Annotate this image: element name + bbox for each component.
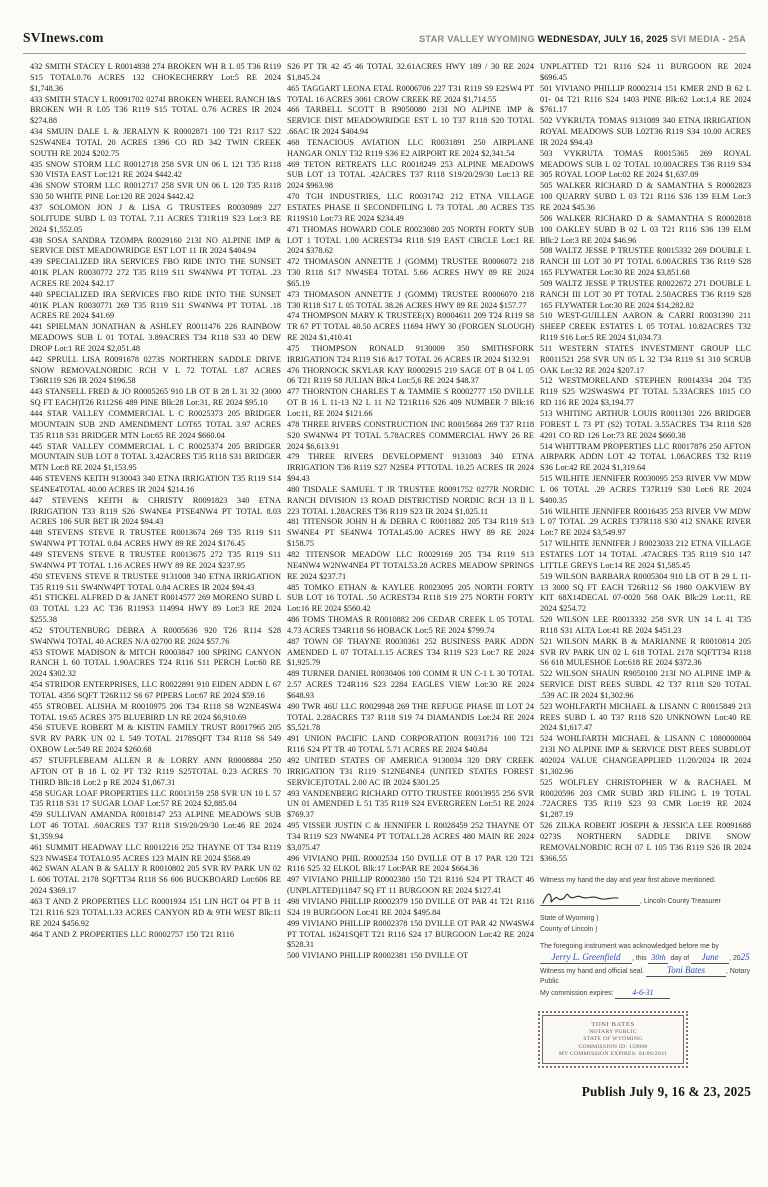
tax-notice-entry: 487 TOWN OF THAYNE R0030361 252 BUSINESS PARK ADDN AMENDED L 07 TOTAL1.15 ACRES T34 R119 S23 Lot:7 RE 2024 $1,925.79	[287, 636, 534, 668]
tax-notice-entry: 442 SPRULL LISA R0091678 0273S NORTHERN SADDLE DRIVE SNOW REMOVALNORDIC RCH V L 72 TOTAL 1.87 ACRES T36R119 S26 IR 2024 $196.58	[30, 354, 281, 386]
tax-notice-entry: 503 VYKRUTA TOMAS R0015365 269 ROYAL MEADOWS SUB L 02 TOTAL 10.00ACRES T36 R119 S34 305 ROYAL LOOP Lot:02 RE 2024 $1,637.09	[540, 148, 751, 180]
tax-notice-entry: 491 UNION PACIFIC LAND CORPORATION R0031716 100 T21 R116 S24 PT TR 40 TOTAL 5.71 ACRES RE 2024 $40.84	[287, 734, 534, 755]
header-date: WEDNESDAY, JULY 16, 2025	[537, 34, 668, 44]
year-printed: , 20	[729, 955, 741, 963]
tax-notice-entry: 445 STAR VALLEY COMMERCIAL L C R0025374 205 BRIDGER MOUNTAIN SUB LOT 8 TOTAL 3.42ACRES T35 R118 S31 BRIDGER MTN Lot:8 RE 2024 $1,153.95	[30, 441, 281, 473]
tax-notice-entry: 497 VIVIANO PHILLIP R0002380 150 T21 R116 S24 PT TRACT 46 (UNPLATTED)11847 SQ FT 11 BURGOON RE 2024 $127.41	[287, 875, 534, 896]
stamp-title: NOTARY PUBLIC	[589, 1028, 637, 1035]
witness-sentence: Witness my hand the day and year first above mentioned.	[540, 877, 716, 885]
treasurer-signature-line	[540, 889, 640, 906]
tax-notice-entry: 480 TISDALE SAMUEL T JR TRUSTEE R0091752 0277R NORDIC RANCH DIVISION 13 ROAD DISTRICTISD NORDIC RCH 13 II L 223 TOTAL 1.28ACRES T36 R119 S23 IR 2024 $1,025.11	[287, 484, 534, 516]
tax-notice-entry: 482 TITENSOR MEADOW LLC R0029169 205 T34 R119 S13 NE4NW4 W2NW4NE4 PT TOTAL53.28 ACRES MEADOW SPRINGS RE 2024 $237.71	[287, 549, 534, 581]
tax-notice-entry: 513 WHITING ARTHUR LOUIS R0011301 226 BRIDGER FOREST L 73 PT (S2) TOTAL 3.55ACRES T34 R118 S28 4201 CO RD 126 Lot:73 RE 2024 $660.38	[540, 409, 751, 440]
tax-notice-entry: 499 VIVIANO PHILLIP R0002378 150 DVILLE OT PAR 42 NW4SW4 PT TOTAL 16241SQFT T21 R116 S24 17 BURGOON Lot:42 RE 2024 $528.31	[287, 918, 534, 950]
venue-block	[540, 914, 751, 934]
seal-sentence: Witness my hand and official seal.	[540, 968, 645, 976]
tax-notice-entry: 451 STICKEL ALFRED D & JANET R0014577 269 MORENO SUBD L 03 TOTAL 1.23 AC T36 R119S3 114994 HWY 89 Lot:3 RE 2024 $255.38	[30, 593, 281, 625]
tax-notice-entry: 522 WILSON SHAUN R9050100 213I NO ALPINE IMP & SERVICE DIST REES SUBDL 42 T37 R118 S20 TOTAL .539 AC IR 2024 $1,302.96	[540, 669, 751, 700]
acknowledged-name-handwriting: Jerry L. Greenfield	[540, 953, 632, 964]
tax-notice-entry: 432 SMITH STACEY L R0014838 274 BROKEN WH R L 05 T36 R119 S15 TOTAL0.76 ACRES 132 CHOKECHERRY Lot:5 RE 2024 $1,748.36	[30, 62, 281, 93]
notary-public-label: , Notary Public	[540, 968, 751, 986]
tax-notice-entry: 440 SPECIALIZED IRA SERVICES FBO RIDE INTO THE SUNSET 401K PLAN R0030771 269 T35 R119 S11 SW4NW4 PT TOTAL .18 ACRES RE 2024 $41.69	[30, 289, 281, 321]
tax-notice-entry: 459 SULLIVAN AMANDA R0018147 253 ALPINE MEADOWS SUB LOT 46 TOTAL .60ACRES T37 R118 S19/20/29/30 Lot:46 RE 2024 $1,359.94	[30, 810, 281, 841]
expires-handwriting: 4-6-31	[615, 988, 670, 999]
tax-notice-entry: 475 THOMPSON RONALD 9130009 350 SMITHSFORK IRRIGATION T24 R119 S16 &17 TOTAL 26 ACRES IR 2024 $132.91	[287, 343, 534, 364]
tax-notice-entry: 447 STEVENS KEITH & CHRISTY R0091823 340 ETNA IRRIGATION T33 R119 S26 SW4NE4 PTSE4NW4 PT TOTAL 8.03 ACRES 106 SUR BET IR 2024 $94.43	[30, 495, 281, 527]
notice-column-1	[30, 62, 281, 1100]
legal-notice-columns	[30, 62, 751, 1100]
tax-notice-entry: 466 TARBELL SCOTT B R9050080 213I NO ALPINE IMP & SERVICE DIST MEADOWRIDGE EST L 10 T37 R118 S20 TOTAL .66AC IR 2024 $404.94	[287, 105, 534, 137]
tax-notice-entry: 512 WESTMORELAND STEPHEN R0014334 204 T35 R119 S25 W2SW4SW4 PT TOTAL 5.33ACRES 1015 CO RD 116 RE 2024 $3,194.77	[540, 376, 751, 408]
expires-row	[540, 988, 751, 999]
notice-column-3-entries	[540, 62, 751, 864]
tax-notice-entry: 515 WILHITE JENNIFER R0030095 253 RIVER VW MDW L 06 TOTAL .29 ACRES T37R119 S30 Lot:6 RE 2024 $400.35	[540, 474, 751, 505]
tax-notice-entry: 524 WOHLFARTH MICHAEL & LISANN C 1080000004 213I NO ALPINE IMP & SERVICE DIST REES SUBDLOT 402024 VALUE CHANGEAPPLIED 11/20/2024 IR 2024 $1,302.96	[540, 734, 751, 776]
tax-notice-entry: 458 SUGAR LOAF PROPERTIES LLC R0013159 258 SVR UN 10 L 57 T35 R118 S31 17 SUGAR LOAF Lot:57 RE 2024 $2,885.04	[30, 788, 281, 809]
tax-notice-entry: 506 WALKER RICHARD D & SAMANTHA S R0002818 100 OAKLEY SUBD B 02 L 03 T21 R116 S36 139 ELM Blk:2 Lot:3 RE 2024 $46.96	[540, 213, 751, 245]
notary-stamp	[542, 1015, 684, 1064]
tax-notice-entry: 434 SMUIN DALE L & JERALYN K R0002871 100 T21 R117 S22 S2SW4NE4 TOTAL 20 ACRES 1396 CO RD 342 TWIN CREEK SOUTH RE 2024 $202.75	[30, 127, 281, 158]
notary-acknowledgment-block	[540, 876, 751, 999]
tax-notice-entry: 476 THORNOCK SKYLAR KAY R0002915 219 SAGE OT B 04 L 05 06 T21 R119 S8 JULIAN Blk:4 Lot:5,6 RE 2024 $48.37	[287, 365, 534, 386]
tax-notice-entry: 450 STEVENS STEVE R TRUSTEE 9131008 340 ETNA IRRIGATION T35 R119 S11 SW4NW4PT TOTAL 0.84 ACRES IR 2024 $94.43	[30, 571, 281, 592]
notice-column-3	[540, 62, 751, 1100]
tax-notice-entry: 473 THOMASON ANNETTE J (GOMM) TRUSTEE R0006070 218 T30 R118 S17 L 05 TOTAL 38.26 ACRES HWY 89 RE 2024 $157.77	[287, 289, 534, 310]
stamp-expires: MY COMMISSION EXPIRES: 04/06/2031	[558, 1051, 668, 1058]
site-masthead: SVInews.com	[23, 30, 104, 45]
treasurer-signature-row	[540, 889, 751, 906]
tax-notice-entry: 443 STANSELL FRED & JO R0005265 910 LB OT B 28 L 31 32 (3000 SQ FT EACH)T26 R112S6 489 PINE Blk:28 Lot:31, RE 2024 $95.10	[30, 387, 281, 408]
tax-notice-entry: 446 STEVENS KEITH 9130043 340 ETNA IRRIGATION T35 R119 S14 SE4NE4TOTAL 40.00 ACRES IR 2024 $214.16	[30, 474, 281, 494]
tax-notice-entry: 461 SUMMIT HEADWAY LLC R0012216 252 THAYNE OT T34 R119 S23 NW4SE4 TOTAL0.95 ACRES 123 MAIN RE 2024 $568.49	[30, 842, 281, 863]
tax-notice-entry: 498 VIVIANO PHILLIP R0002379 150 DVILLE OT PAR 41 T21 R116 S24 19 BURGOON Lot:41 RE 2024 $495.84	[287, 896, 534, 917]
year-handwriting: 25	[740, 952, 750, 963]
tax-notice-entry: 456 STUEVE ROBERT M & KISTIN FAMILY TRUST R0017965 205 SVR RV PARK UN 02 L 549 TOTAL 2178SQFT T34 R118 S6 549 OXBOW Lot:549 RE 2024 $260.68	[30, 723, 281, 755]
tax-notice-entry: 481 TITENSOR JOHN H & DEBRA C R0011882 205 T34 R119 S13 SW4NE4 PT SE4NW4 TOTAL45.00 ACRES HWY 89 RE 2024 $158.75	[287, 517, 534, 549]
tax-notice-entry: 517 WILHITE JENNIFER J R0023033 212 ETNA VILLAGE ESTATES LOT 14 TOTAL .47ACRES T35 R119 S10 147 LITTLE GREYS Lot:14 RE 2024 $1,585.45	[540, 539, 751, 570]
tax-notice-entry: 509 WALTZ JESSE P TRUSTEE R0022672 271 DOUBLE L RANCH III LOT 30 PT TOTAL 2.50ACRES T36 R119 S28 165 FLYWATER Lot:30 RE 2024 $14,282.82	[540, 278, 751, 310]
tax-notice-entry: 486 TOMS THOMAS R R0010882 206 CEDAR CREEK L 05 TOTAL 4.73 ACRES T34R118 S6 HOBACK Lot:5 RE 2024 $799.74	[287, 615, 534, 635]
tax-notice-entry: 519 WILSON BARBARA R0005304 910 LB OT B 29 L 11- 13 3000 SQ FT EACH T26R112 S6 1980 OAKVIEW BY KIT 68X14DECAL 07-0020 568 OAK Blk:29 Lot:11, RE 2024 $254.72	[540, 571, 751, 614]
tax-notice-entry: 474 THOMPSON MARY K TRUSTEE(X) R0004611 209 T24 R119 S8 TR 67 PT TOTAL 40.50 ACRES 11694 HWY 30 (FORGEN SLOUGH) RE 2024 $1,410.41	[287, 311, 534, 343]
tax-notice-entry: UNPLATTED T21 R116 S24 11 BURGOON RE 2024 $696.45	[540, 62, 751, 82]
tax-notice-entry: 469 TETON RETREATS LLC R0018249 253 ALPINE MEADOWS SUB LOT 13 TOTAL .42ACRES T37 R118 S19/20/29/30 Lot:13 RE 2024 $963.98	[287, 159, 534, 191]
seal-row	[540, 966, 751, 986]
tax-notice-entry: 435 SNOW STORM LLC R0012718 258 SVR UN 06 L 121 T35 R118 S30 VISTA EAST Lot:121 RE 2024 $442.42	[30, 159, 281, 180]
notice-column-2	[287, 62, 534, 1100]
this-label: , this	[632, 955, 647, 963]
month-handwriting: June	[691, 953, 729, 964]
tax-notice-entry: 464 T AND Z PROPERTIES LLC R0002757 150 T21 R116	[30, 929, 235, 939]
notary-name-handwriting: Toni Bates	[646, 966, 726, 977]
tax-notice-entry: 525 WOLFLEY CHRISTOPHER W & RACHAEL M R0020596 203 CMR SUBD 3RD FILING L 19 TOTAL .72ACRES T35 R119 S23 93 CMR Lot:19 RE 2024 $1,287.19	[540, 777, 751, 820]
tax-notice-entry: 496 VIVIANO PHIL R0002534 150 DVILLE OT B 17 PAR 120 T21 R116 S25 32 ELKOL Blk:17 Lot:PAR RE 2024 $664.36	[287, 853, 534, 874]
tax-notice-entry: S26 PT TR 42 45 46 TOTAL 32.61ACRES HWY 189 / 30 RE 2024 $1,845.24	[287, 62, 534, 82]
tax-notice-entry: 520 WILSON LEE R0013332 258 SVR UN 14 L 41 T35 R118 S31 ALTA Lot:41 RE 2024 $451.23	[540, 615, 751, 635]
tax-notice-entry: 477 THORNTON CHARLES T & TAMMIE S R0002777 150 DVILLE OT B 16 L 11-13 N2 L 11 N2 T21R116 S26 409 NUMBER 7 Blk:16 Lot:11, RE 2024 $121.66	[287, 387, 534, 418]
tax-notice-entry: 516 WILHITE JENNIFER R0016435 253 RIVER VW MDW L 07 TOTAL .29 ACRES T37R118 S30 412 SNAKE RIVER Lot:7 RE 2024 $3,549.97	[540, 506, 751, 538]
tax-notice-entry: 523 WOHLFARTH MICHAEL & LISANN C R0015849 213 REES SUBD L 40 T37 R118 S20 UNKNOWN Lot:40 RE 2024 $1,617.47	[540, 701, 751, 733]
tax-notice-entry: 465 TAGGART LEONA ETAL R0006706 227 T31 R119 S9 E2SW4 PT TOTAL 16 ACRES 3061 CROW CREEK RE 2024 $1,714.55	[287, 83, 534, 104]
publish-line: Publish July 9, 16 & 23, 2025	[581, 1084, 751, 1100]
tax-notice-entry: 437 SOLOMON JON J & LISA G TRUSTEES R0030989 227 SOLITUDE SUBD L 03 TOTAL 7.11 ACRES T31R119 S23 Lot:3 RE 2024 $1,552.05	[30, 202, 281, 234]
tax-notice-entry: 463 T AND Z PROPERTIES LLC R0001934 151 LIN HGT 04 PT B 11 T21 R116 S23 TOTAL1.33 ACRES CANYON RD & 9TH WEST Blk:11 RE 2024 $456.92	[30, 896, 281, 928]
tax-notice-entry: 448 STEVENS STEVE R TRUSTEE R0013674 269 T35 R119 S11 SW4NW4 PT TOTAL 0.84 ACRES HWY 89 RE 2024 $176.45	[30, 528, 281, 549]
header-location: STAR VALLEY WYOMING	[419, 34, 538, 44]
treasurer-signature-icon	[540, 889, 640, 907]
tax-notice-entry: 478 THREE RIVERS CONSTRUCTION INC R0015684 269 T37 R118 S20 SW4NW4 PT TOTAL 5.78ACRES COMMERCIAL HWY 26 RE 2024 $6,613.91	[287, 419, 534, 451]
tax-notice-entry: 472 THOMASON ANNETTE J (GOMM) TRUSTEE R0006072 218 T30 R118 S17 NW4SE4 TOTAL 5.66 ACRES HWY 89 RE 2024 $65.19	[287, 257, 534, 288]
tax-notice-entry: 495 VISSER JUSTIN C & JENNIFER L R0028459 252 THAYNE OT T34 R119 S23 NW4NE4 PT TOTAL1.28 ACRES 480 MAIN RE 2024 $3,075.47	[287, 821, 534, 852]
tax-notice-entry: 471 THOMAS HOWARD COLE R0023080 205 NORTH FORTY SUB LOT 1 TOTAL 1.00 ACREST34 R118 S19 EAST CIRCLE Lot:1 RE 2024 $378.62	[287, 224, 534, 256]
page-header	[23, 30, 746, 54]
tax-notice-entry: 485 TOMKO ETHAN & KAYLEE R0023095 205 NORTH FORTY SUB LOT 16 TOTAL .50 ACREST34 R118 S19 275 NORTH FORTY Lot:16 RE 2024 $560.42	[287, 582, 534, 614]
tax-notice-entry: 454 STRIDOR ENTERPRISES, LLC R0022891 910 EIDEN ADDN L 67 TOTAL 4356 SQFT T26R112 S6 67 PIPERS Lot:67 RE 2024 $59.16	[30, 680, 281, 700]
county-line: County of Lincoln )	[540, 926, 598, 934]
tax-notice-entry: 462 SWAN ALAN B & SALLY R R0010802 205 SVR RV PARK UN 02 L 606 TOTAL 2178 SQFTT34 R118 S6 606 BUCKBOARD Lot:606 RE 2024 $369.17	[30, 864, 281, 896]
tax-notice-entry: 439 SPECIALIZED IRA SERVICES FBO RIDE INTO THE SUNSET 401K PLAN R0030772 272 T35 R119 S11 SW4NW4 PT TOTAL .23 ACRES RE 2024 $42.17	[30, 257, 281, 288]
tax-notice-entry: 441 SPIELMAN JONATHAN & ASHLEY R0011476 226 RAINBOW MEADOWS SUB L 01 TOTAL 3.89ACRES T34 R118 S33 40 DEW DROP Lot:1 RE 2024 $2,051.48	[30, 322, 281, 353]
tax-notice-entry: 457 STUFFLEBEAM ALLEN R & LORRY ANN R0008884 250 AFTON OT B 18 L 02 PT T32 R119 S25TOTAL 0.23 ACRES 70 THIRD Blk:18 Lot:2 p RE 2024 $1,067.31	[30, 756, 281, 787]
tax-notice-entry: 438 SOSA SANDRA TZOMPA R0029160 213I NO ALPINE IMP & SERVICE DIST MEADOWRIDGE EST LOT 11 IR 2024 $404.94	[30, 235, 281, 256]
tax-notice-entry: 470 TGH INDUSTRIES, LLC R0031742 212 ETNA VILLAGE ESTATES PHASE II SECONDFILING L 73 TOTAL .80 ACRES T35 R119S10 Lot:73 RE 2024 $234.49	[287, 192, 534, 223]
stamp-name: TONI BATES	[591, 1021, 635, 1029]
tax-notice-entry: 508 WALTZ JESSE P TRUSTEE R0015332 269 DOUBLE L RANCH III LOT 30 PT TOTAL 6.00ACRES T36 R119 S28 165 FLYWATER Lot:30 RE 2024 $3,851.68	[540, 246, 751, 278]
tax-notice-entry: 452 STOUTENBURG DEBRA A R0005636 920 T26 R114 S28 SW4NW4 TOTAL 40 ACRES N/A 02700 RE 2024 $57.76	[30, 625, 281, 646]
tax-notice-entry: 453 STOWE MADISON & MITCH R0003847 100 SPRING CANYON RANCH L 60 TOTAL 1.90ACRES T24 R116 S11 PERCH Lot:60 RE 2024 $302.32	[30, 647, 281, 679]
tax-notice-entry: 479 THREE RIVERS DEVELOPMENT 9131083 340 ETNA IRRIGATION T36 R119 S27 N2SE4 PTTOTAL 10.25 ACRES IR 2024 $94.43	[287, 452, 534, 484]
tax-notice-entry: 493 VANDENBERG RICHARD OTTO TRUSTEE R0013955 256 SVR UN 01 AMENDED L 51 T35 R119 S24 EVERGREEN Lot:51 RE 2024 $769.37	[287, 788, 534, 820]
state-line: State of Wyoming )	[540, 915, 599, 923]
acknowledge-name-row	[540, 953, 751, 964]
tax-notice-entry: 521 WILSON MARK B & MARIANNE R R0010814 205 SVR RV PARK UN 02 L 618 TOTAL 2178 SQFTT34 R118 S6 618 MULESHOE Lot:618 RE 2024 $372.36	[540, 636, 751, 668]
tax-notice-entry: 514 WHITTRAM PROPERTIES LLC R0017876 250 AFTON AIRPARK ADDN LOT 42 TOTAL 1.06ACRES T32 R119 S36 Lot:42 RE 2024 $1,319.64	[540, 441, 751, 473]
tax-notice-entry: 490 TWR 46U LLC R0029948 269 THE REFUGE PHASE III LOT 24 TOTAL 2.28ACRES T37 R118 S19 74 DIAMANDIS Lot:24 RE 2024 $5,521.78	[287, 701, 534, 733]
day-of-label: day of	[670, 955, 690, 963]
tax-notice-entry: 505 WALKER RICHARD D & SAMANTHA S R0002823 100 QUARRY SUBD L 03 T21 R116 S36 139 ELM Lot:3 RE 2024 $45.36	[540, 181, 751, 212]
tax-notice-entry: 468 TENACIOUS AVIATION LLC R0031891 250 AIRPLANE HANGAR ONLY T32 R119 S36 E2 AIRPORT RE 2024 $2,341.54	[287, 137, 534, 158]
stamp-state: STATE OF WYOMING	[583, 1036, 643, 1043]
tax-notice-entry: 492 UNITED STATES OF AMERICA 9130034 320 DRY CREEK IRRIGATION T31 R119 S12NE4NE4 (UNITED STATES FOREST SERVICE)TOTAL 2.00 AC IR 2024 $301.25	[287, 756, 534, 787]
treasurer-title-label: , Lincoln County Treasurer	[640, 898, 721, 906]
tax-notice-entry: 500 VIVIANO PHILLIP R0002381 150 DVILLE OT	[287, 951, 469, 961]
tax-notice-entry: 433 SMITH STACY L R0091702 0274I BROKEN WHEEL RANCH I&S BROKEN WH R L05 T36 R119 S15 TOTAL 0.76 ACRES IR 2024 $274.88	[30, 94, 281, 126]
acknowledge-intro: The foregoing instrument was acknowledged before me by	[540, 943, 719, 951]
tax-notice-entry: 501 VIVIANO PHILLIP R0002314 151 KMER 2ND B 62 L 01- 04 T21 R116 S24 1403 PINE Blk:62 Lot:1,4 RE 2024 $761.17	[540, 83, 751, 115]
tax-notice-entry: 455 STROBEL ALISHA M R0010975 206 T34 R118 S8 W2NE4SW4 TOTAL 19.65 ACRES 375 BLUEBIRD LN RE 2024 $6,910.69	[30, 701, 281, 722]
tax-notice-entry: 526 ZILKA ROBERT JOSEPH & JESSICA LEE R0091688 0273S NORTHERN SADDLE DRIVE SNOW REMOVALNORDIC RCH 07 L 105 T36 R119 S26 IR 2024 $366.55	[540, 821, 751, 863]
tax-notice-entry: 511 WESTERN STATES INVESTMENT GROUP LLC R0011521 258 SVR UN 05 L 32 T34 R119 S1 310 SCRUB OAK Lot:32 RE 2024 $207.17	[540, 343, 751, 375]
tax-notice-entry: 502 VYKRUTA TOMAS 9131089 340 ETNA IRRIGATION ROYAL MEADOWS SUB L02T36 R119 S34 10.00 ACRES IR 2024 $94.43	[540, 116, 751, 147]
tax-notice-entry: 489 TURNER DANIEL R0030406 100 COMM R UN C-1 L 30 TOTAL 2.57 ACRES T24R116 S23 2284 EAGLES VIEW Lot:30 RE 2024 $648.93	[287, 669, 534, 700]
tax-notice-entry: 449 STEVENS STEVE R TRUSTEE R0013675 272 T35 R119 S11 SW4NW4 PT TOTAL 1.16 ACRES HWY 89 RE 2024 $237.95	[30, 549, 281, 570]
header-dateline	[419, 34, 746, 44]
stamp-commission-id: COMMISSION ID: 159008	[578, 1043, 648, 1050]
tax-notice-entry: 436 SNOW STORM LLC R0012717 258 SVR UN 06 L 120 T35 R118 S30 50 WHITE PINE Lot:120 RE 2024 $442.42	[30, 181, 281, 202]
expires-label: My commission expires:	[540, 990, 614, 998]
day-handwriting: 30th	[648, 953, 668, 964]
header-edition: SVI MEDIA - 25A	[667, 34, 746, 44]
tax-notice-entry: 444 STAR VALLEY COMMERCIAL L C R0025373 205 BRIDGER MOUNTAIN SUB 2ND AMENDMENT LOT65 TOTAL 3.97 ACRES T35 R118 S31 BRIDGER MTN Lot:65 RE 2024 $660.04	[30, 409, 281, 440]
tax-notice-entry: 510 WEST-GUILLEN AARON & CARRI R0031390 211 SHEEP CREEK ESTATES L 05 TOTAL 10.82ACRES T32 R119 S16 Lot:5 RE 2024 $1,034.73	[540, 311, 751, 343]
